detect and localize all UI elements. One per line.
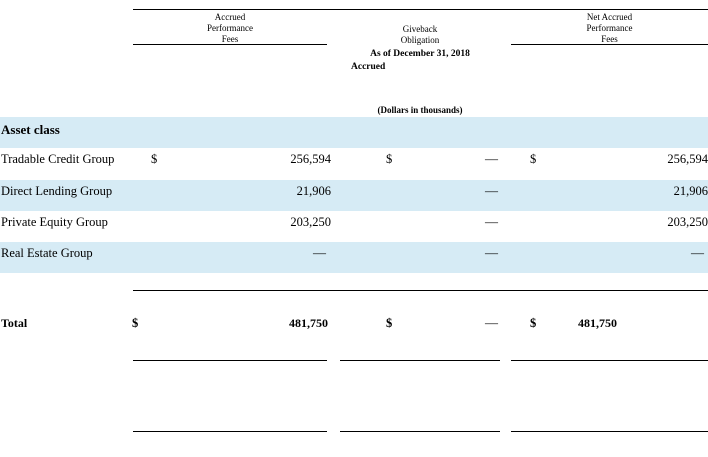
col1-header-line2: Performance — [207, 23, 253, 33]
final-rule-col2 — [340, 431, 500, 432]
final-rule-col3 — [511, 431, 708, 432]
total-bottom-rule-col2 — [340, 360, 500, 361]
net-value: — — [691, 245, 704, 260]
final-rule-col1 — [133, 431, 327, 432]
total-top-rule — [133, 290, 708, 291]
col2-header-line2: Obligation — [400, 35, 440, 45]
units-label: (Dollars in thousands) — [377, 105, 463, 115]
currency-symbol: $ — [386, 316, 393, 330]
total-giveback-value: — — [485, 315, 498, 330]
col1-header-line3: Fees — [221, 34, 239, 44]
row-label: Private Equity Group — [1, 215, 108, 229]
total-net-value: 481,750 — [578, 316, 617, 330]
net-value: 21,906 — [673, 184, 708, 198]
giveback-value: — — [485, 245, 498, 260]
col1-header — [133, 12, 327, 45]
section-band — [0, 117, 708, 148]
total-accrued-value: 481,750 — [289, 316, 328, 330]
row-label: Direct Lending Group — [1, 184, 113, 198]
accrued-value: 256,594 — [290, 152, 331, 166]
col3-header-line2: Performance — [586, 23, 633, 33]
accrued-value: 203,250 — [290, 215, 331, 229]
col2-header-line1: Giveback — [402, 24, 438, 34]
row-label: Tradable Credit Group — [1, 152, 115, 166]
accrued-sublabel: Accrued — [351, 62, 386, 72]
top-rule — [133, 9, 708, 10]
net-value: 203,250 — [667, 215, 708, 229]
col3-header — [511, 12, 708, 45]
accrued-value: 21,906 — [296, 184, 331, 198]
row-label: Real Estate Group — [1, 246, 93, 260]
accrued-value: — — [313, 245, 326, 260]
currency-symbol: $ — [132, 316, 139, 330]
giveback-value: — — [485, 183, 498, 198]
currency-symbol: $ — [530, 316, 537, 330]
total-label: Total — [1, 316, 28, 330]
currency-symbol: $ — [151, 152, 158, 166]
currency-symbol: $ — [530, 152, 537, 166]
col3-header-line1: Net Accrued — [586, 12, 633, 22]
col3-header-line3: Fees — [601, 34, 618, 44]
col2-header — [340, 24, 500, 46]
total-bottom-rule-col1 — [133, 360, 327, 361]
currency-symbol: $ — [386, 152, 393, 166]
giveback-value: — — [485, 214, 498, 229]
total-bottom-rule-col3 — [511, 360, 708, 361]
net-value: 256,594 — [667, 152, 708, 166]
section-label: Asset class — [1, 122, 60, 137]
giveback-value: — — [485, 151, 498, 166]
row-band-real-estate — [0, 242, 708, 273]
col1-header-line1: Accrued — [214, 12, 246, 22]
period-label: As of December 31, 2018 — [370, 49, 470, 59]
